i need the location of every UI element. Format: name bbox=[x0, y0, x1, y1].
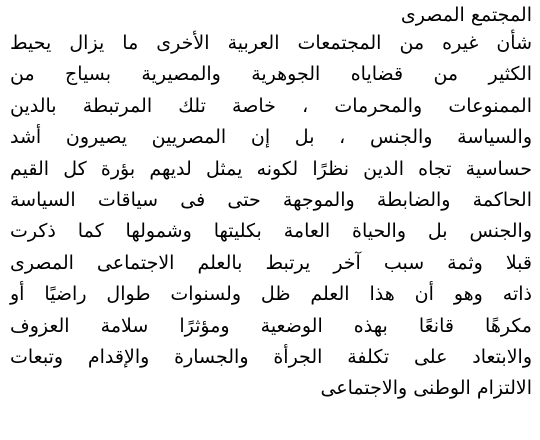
text-line: والابتعاد على تكلفة الجرأة والجسارة والإقدام وتبعات bbox=[10, 345, 532, 368]
text-line: مكرهًا قانعًا بهذه الوضعية ومؤثرًا سلامة العزوف bbox=[10, 314, 532, 337]
text-line: الحاكمة والضابطة والموجهة حتى فى سياقات السياسة bbox=[10, 188, 532, 211]
text-line: قبلا وثمة سبب آخر يرتبط بالعلم الاجتماعى المصرى bbox=[10, 251, 532, 274]
text-line: الكثير من قضاياه الجوهرية والمصيرية بسياج من bbox=[10, 63, 532, 86]
section-heading: المجتمع المصرى bbox=[400, 4, 532, 26]
text-line: الالتزام الوطنى والاجتماعى bbox=[320, 377, 532, 400]
text-line: ذاته وهو أن هذا العلم ظل ولسنوات طوال راضيًا أو bbox=[10, 283, 532, 306]
text-line: حساسية تجاه الدين نظرًا لكونه يمثل لديهم بؤرة كل القيم bbox=[10, 157, 532, 180]
text-line: والسياسة والجنس ، بل إن المصريين يصيرون أشد bbox=[10, 126, 532, 149]
text-line: شأن غيره من المجتمعات العربية الأخرى ما يزال يحيط bbox=[10, 32, 532, 54]
text-line: الممنوعات والمحرمات ، خاصة تلك المرتبطة بالدين bbox=[10, 94, 532, 117]
text-line: والجنس بل والحياة العامة بكليتها وشمولها كما ذكرت bbox=[10, 220, 532, 243]
